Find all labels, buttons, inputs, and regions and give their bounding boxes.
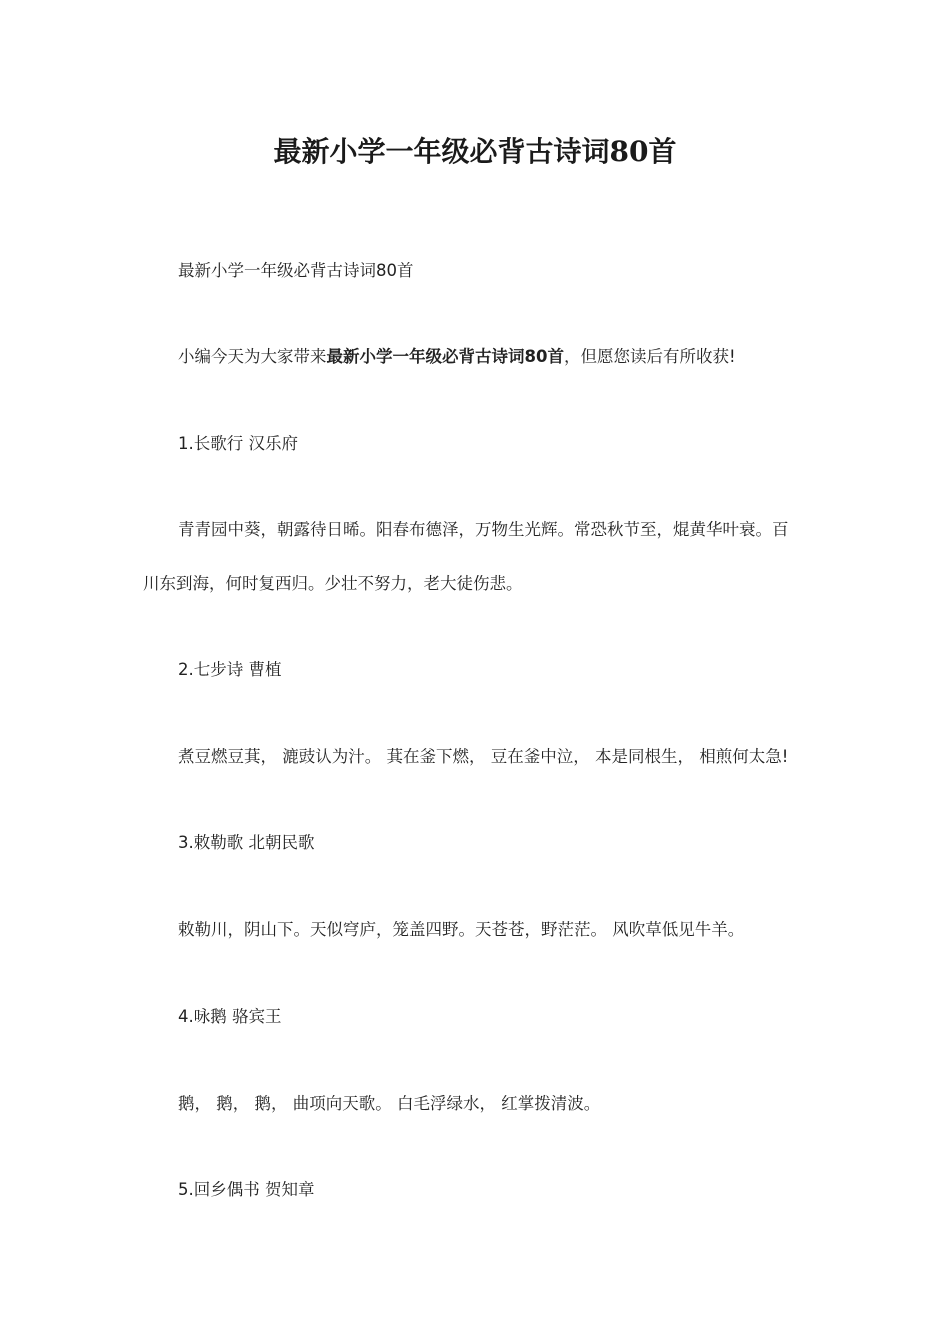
poem-text-2: 煮豆燃豆萁， 漉豉认为汁。 萁在釜下燃， 豆在釜中泣， 本是同根生， 相煎何太急! [178,747,789,766]
poem-text-3: 敕勒川，阴山下。天似穹庐，笼盖四野。天苍苍，野茫茫。 风吹草低见牛羊。 [178,920,745,939]
poem-heading-5: 5.回乡偶书 贺知章 [178,1180,315,1199]
poem-heading-1: 1.长歌行 汉乐府 [178,434,298,453]
document-title: 最新小学一年级必背古诗词80首 [273,135,677,168]
poem-heading-4: 4.咏鹅 骆宾王 [178,1007,282,1026]
poem-heading-3: 3.敕勒歌 北朝民歌 [178,833,315,852]
intro-suffix: ，但愿您读后有所收获! [563,347,736,366]
intro-paragraph [143,330,803,384]
intro-prefix: 小编今天为大家带来 [178,347,327,366]
intro-bold-title: 最新小学一年级必背古诗词80首 [326,347,564,366]
poem-text-4: 鹅， 鹅， 鹅， 曲项向天歌。 白毛浮绿水， 红掌拨清波。 [178,1094,601,1113]
poem-text-1: 青青园中葵，朝露待日晞。阳春布德泽，万物生光辉。常恐秋节至，焜黄华叶衰。百川东到海，何时复西归。少壮不努力，老大徒伤悲。 [143,520,789,593]
document-subtitle: 最新小学一年级必背古诗词80首 [178,261,414,280]
poem-heading-2: 2.七步诗 曹植 [178,660,282,679]
